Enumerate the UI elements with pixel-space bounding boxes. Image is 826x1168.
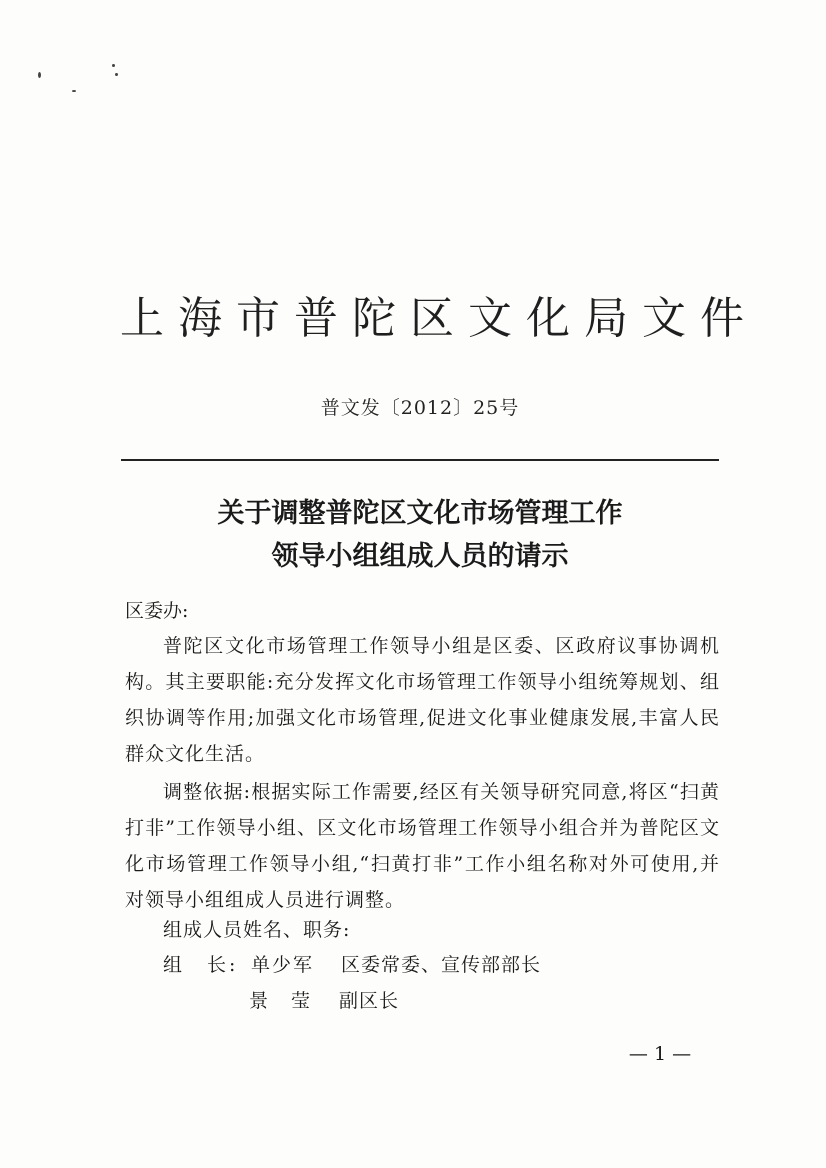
issuing-authority-header: 上海市普陀区文化局文件 (120, 293, 758, 344)
member-name: 单少军 (251, 954, 315, 976)
body-paragraph-functions: 普陀区文化市场管理工作领导小组是区委、区政府议事协调机构。其主要职能:充分发挥文化市场管理工作领导小组统筹规划、组织协调等作用;加强文化市场管理,促进文化事业健康发展,丰富人民群众文化生活。 (125, 635, 720, 765)
page-number: — 1 — (628, 1043, 692, 1065)
member-role: 组 长: (163, 954, 239, 976)
scan-speck (38, 72, 41, 78)
document-number: 普文发〔2012〕25号 (320, 397, 520, 419)
member-position: 区委常委、宣传部部长 (341, 954, 542, 976)
member-position: 副区长 (339, 990, 400, 1012)
body-paragraph-members-intro: 组成人员姓名、职务: (163, 919, 351, 941)
member-row (249, 986, 399, 1013)
body-paragraph-adjustment-basis: 调整依据:根据实际工作需要,经区有关领导研究同意,将区“扫黄打非”工作领导小组、区文化市场管理工作领导小组合并为普陀区文化市场管理工作领导小组,“扫黄打非”工作小组名称对外可使用,并对领导小组组成人员进行调整。 (125, 781, 720, 911)
scan-speck (72, 90, 76, 92)
recipient-line: 区委办: (125, 600, 189, 622)
scan-speck (115, 73, 118, 76)
document-title-line-2: 领导小组组成人员的请示 (271, 541, 569, 572)
scan-speck (112, 64, 115, 67)
member-row (163, 950, 541, 977)
document-title-line-1: 关于调整普陀区文化市场管理工作 (217, 498, 623, 529)
header-divider (121, 459, 719, 461)
member-name: 景 莹 (249, 990, 313, 1012)
document-title (150, 492, 690, 578)
